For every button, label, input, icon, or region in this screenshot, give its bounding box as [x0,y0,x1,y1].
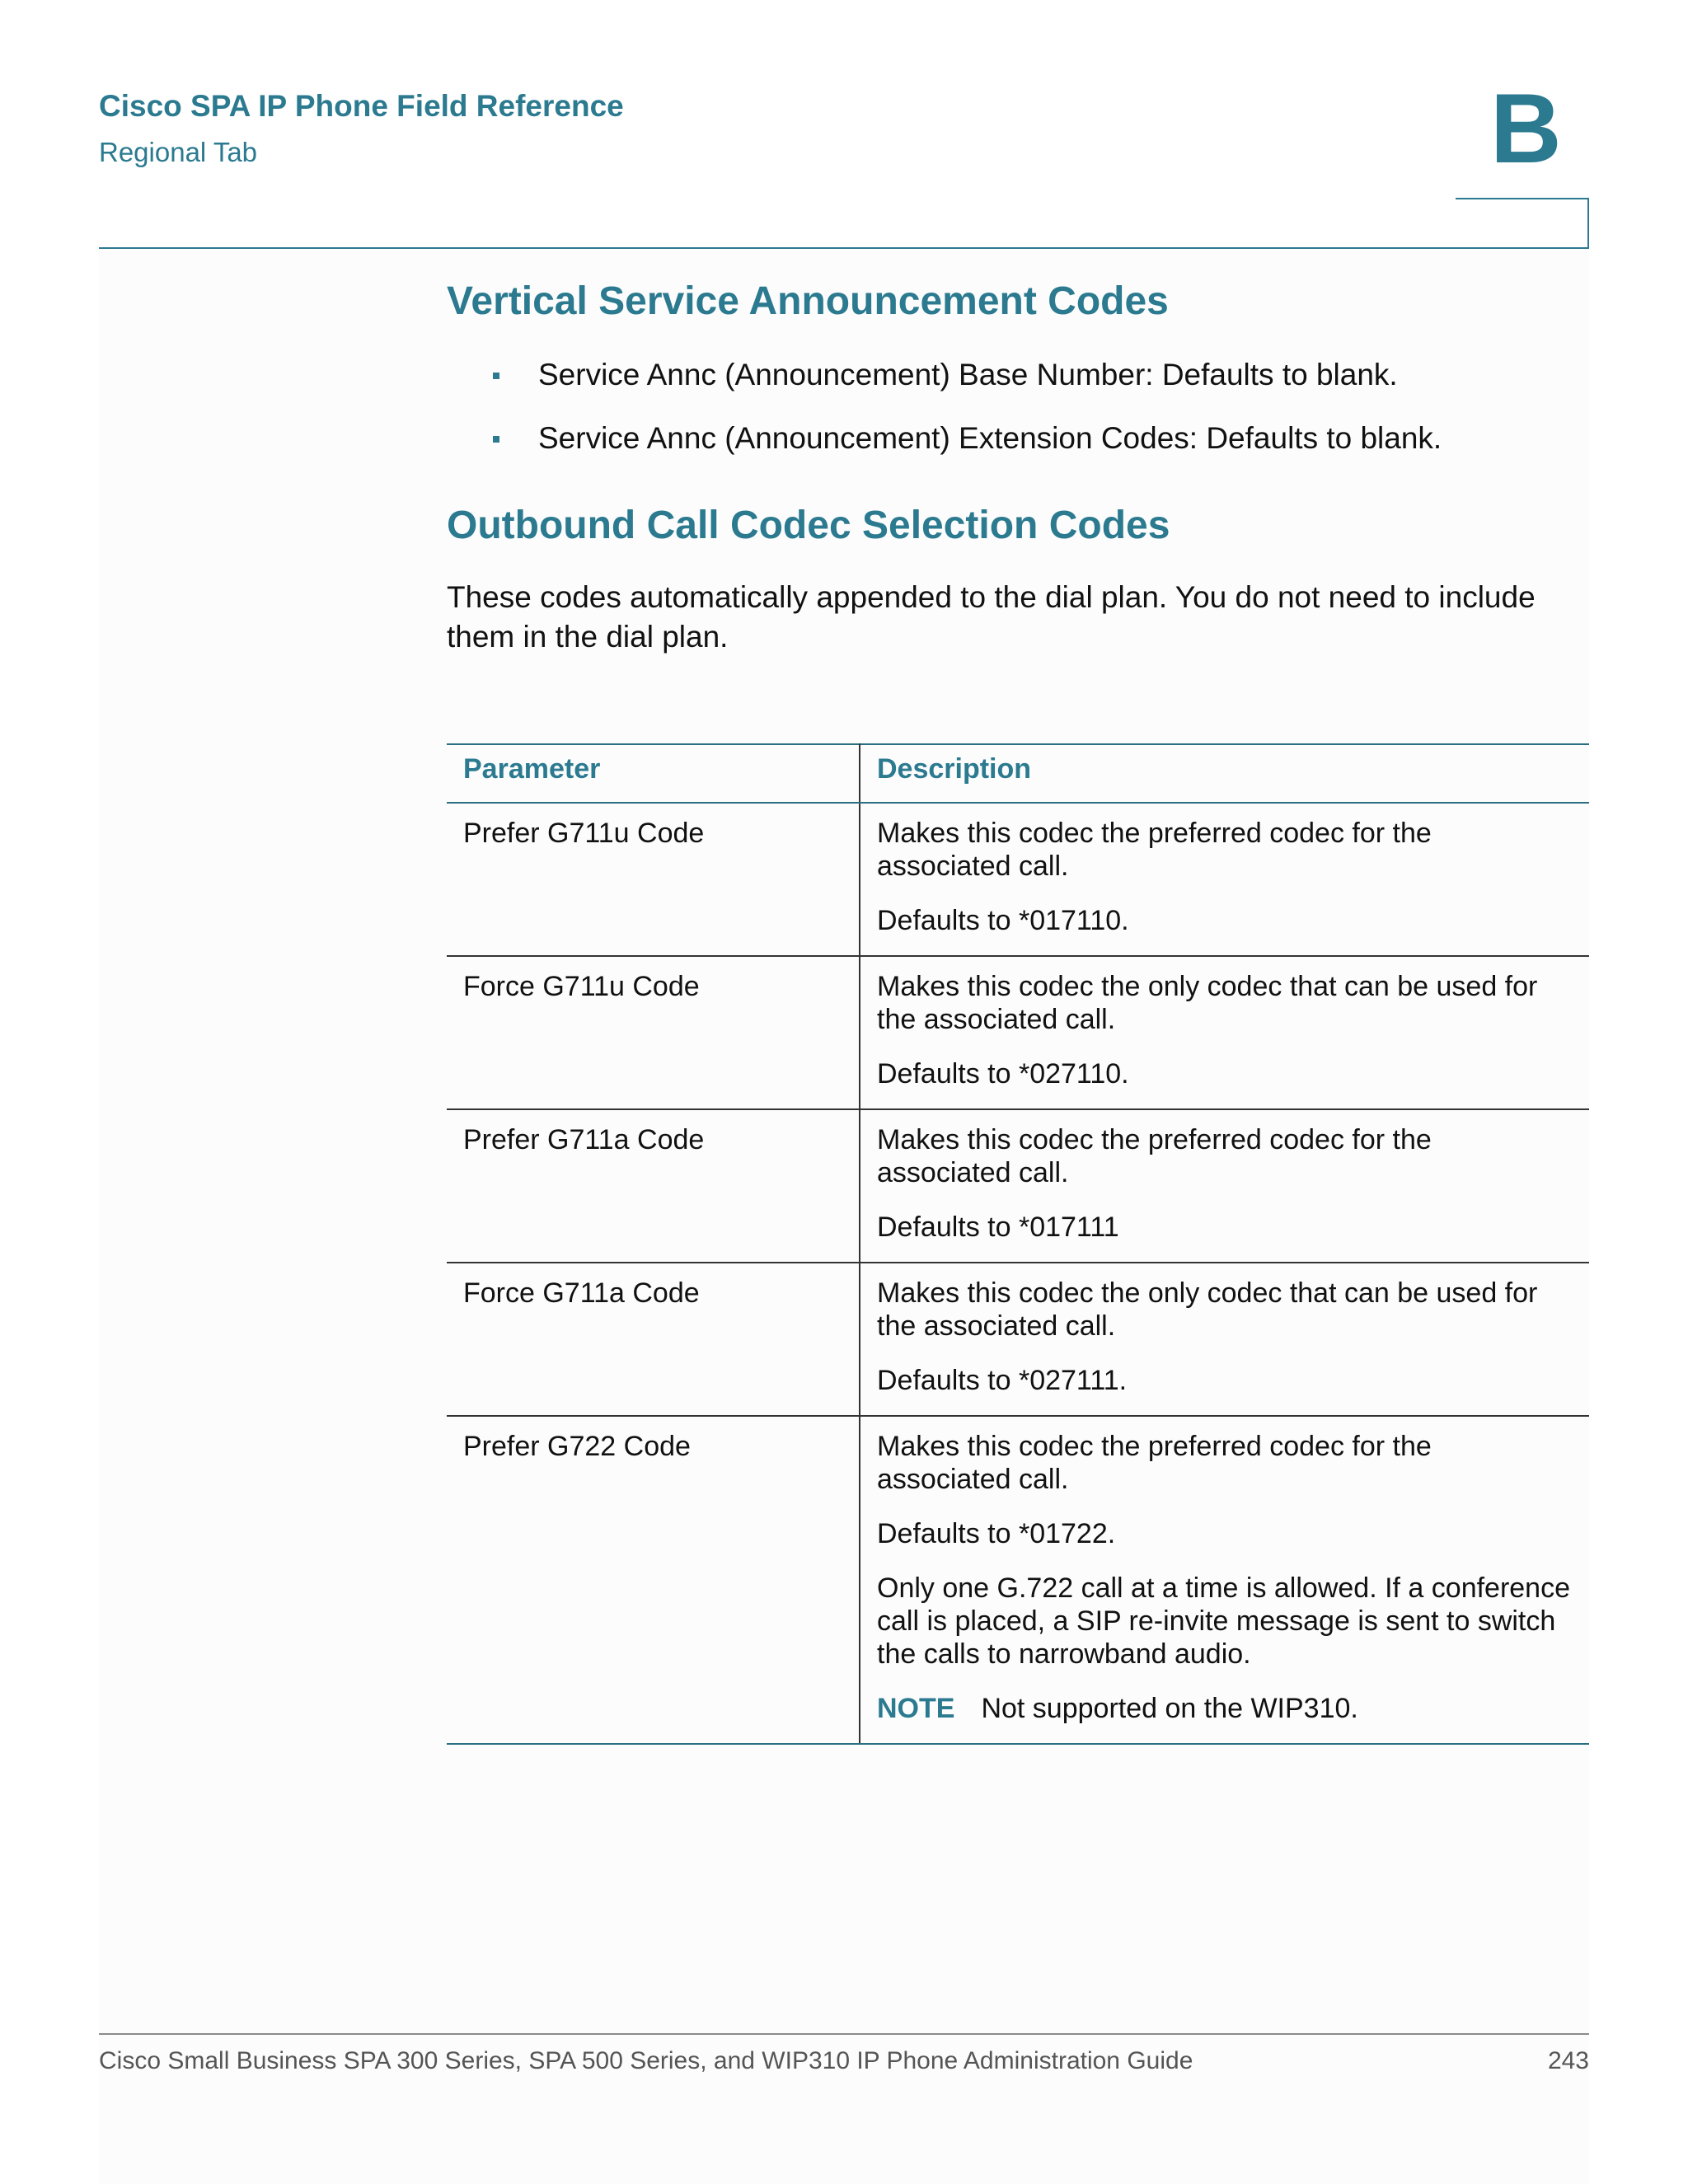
description-cell [860,956,1589,1109]
table-header-row [447,744,1589,803]
default-value-text: Defaults to *01722. [877,1518,1116,1549]
footer-guide-title: Cisco Small Business SPA 300 Series, SPA 500 Series, and WIP310 IP Phone Administration Guide [99,2047,1193,2074]
description-text: Makes this codec the preferred codec for the associated call. [877,1431,1432,1495]
chapter-letter: B [1490,73,1562,184]
note-label: NOTE [877,1693,955,1724]
description-text: Makes this codec the preferred codec for the associated call. [877,818,1432,882]
description-cell [860,1109,1589,1263]
description-cell [860,1416,1589,1744]
parameter-cell: Force G711u Code [447,956,860,1109]
table-row [447,1109,1589,1263]
default-value-text: Defaults to *017111 [877,1212,1119,1243]
document-subtitle: Regional Tab [99,137,258,167]
chapter-tab-box [1456,198,1589,247]
footer-divider [99,2033,1589,2035]
description-text: Makes this codec the preferred codec for the associated call. [877,1124,1432,1188]
description-cell [860,803,1589,956]
column-header-parameter: Parameter [447,744,860,803]
description-text: Makes this codec the only codec that can be used for the associated call. [877,1277,1538,1342]
parameter-cell: Prefer G711u Code [447,803,860,956]
table-row [447,1416,1589,1744]
bullet-square-icon [493,436,499,443]
bullet-list [447,357,1589,457]
default-value-text: Defaults to *027110. [877,1058,1129,1090]
document-title: Cisco SPA IP Phone Field Reference [99,89,624,123]
codec-table [447,743,1589,1745]
section-heading-outbound-codec: Outbound Call Codec Selection Codes [447,504,1170,547]
column-header-description: Description [860,744,1589,803]
parameter-cell: Prefer G722 Code [447,1416,860,1744]
default-value-text: Defaults to *017110. [877,905,1129,936]
table-row [447,956,1589,1109]
parameter-cell: Prefer G711a Code [447,1109,860,1263]
bullet-text: Service Annc (Announcement) Extension Codes: Defaults to blank. [538,421,1442,455]
g722-limitation-text: Only one G.722 call at a time is allowed. If a conference call is placed, a SIP re-invite message is sent to switch the calls to narrowband audio. [877,1572,1571,1670]
note-text: Not supported on the WIP310. [981,1693,1358,1724]
bullet-text: Service Annc (Announcement) Base Number: Defaults to blank. [538,358,1398,391]
header-divider [99,247,1589,249]
default-value-text: Defaults to *027111. [877,1365,1128,1396]
parameter-cell: Force G711a Code [447,1263,860,1416]
bullet-item [447,420,1589,457]
main-content [447,279,1589,1745]
section-heading-vertical-service: Vertical Service Announcement Codes [447,279,1169,323]
bullet-item [447,357,1589,393]
description-text: Makes this codec the only codec that can be used for the associated call. [877,971,1538,1035]
note-line [877,1692,1573,1725]
page-number: 243 [1547,2047,1589,2074]
intro-paragraph: These codes automatically appended to the dial plan. You do not need to include them in the dial plan. [447,580,1536,654]
bullet-square-icon [493,373,499,379]
table-row [447,803,1589,956]
description-cell [860,1263,1589,1416]
table-row [447,1263,1589,1416]
